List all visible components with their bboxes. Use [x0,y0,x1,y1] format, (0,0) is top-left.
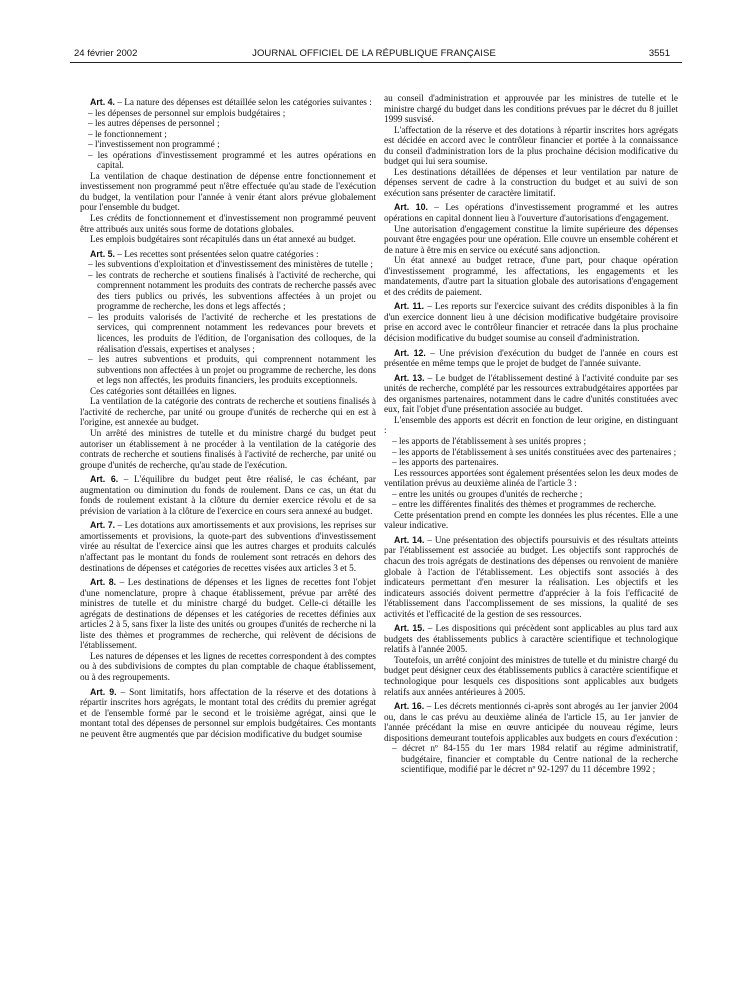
paragraph: Une autorisation d'engagement constitue la limite supérieure des dépenses pouvant être engagées pour une opération. Elle couvre un ensemble cohérent et de nature à être mis en service ou exécuté sans adjonction. [384,224,678,256]
article-label: Art. 14. [394,534,425,545]
list-item: – les apports des partenaires. [384,458,678,469]
page-number: 3551 [648,48,670,59]
article-label: Art. 15. [394,623,425,634]
article-11: Art. 11. – Les reports sur l'exercice suivant des crédits disponibles à la fin d'un exercice donnent lieu à une décision modificative budgétaire provisoire prise en accord avec le contrôleur financier et retracée dans la plus prochaine décision modificative du budget soumise au conseil d'administration. [384,301,678,345]
article-14: Art. 14. – Une présentation des objectifs poursuivis et des résultats atteints par l'établissement est associée au budget. Les objectifs sont rapprochés de chacun des trois agrégats de destinations des dépenses ou renvoient de manière globale à l'action de l'établissement. Les objectifs sont associés à des indicateurs permettant d'en mesurer la réalisation. Les objectifs et les indicateurs associés doivent permettre d'apprécier à la fois l'efficacité de l'établissement dans l'accomplissement de ses missions, la qualité de ses activités et l'efficacité de la gestion de ses ressources. [384,534,678,620]
paragraph: Un arrêté des ministres de tutelle et du ministre chargé du budget peut autoriser un établissement à ne procéder à la ventilation de la catégorie des contrats de recherche et soutiens finalisés à l'activité de recherche, par unité ou groupe d'unités de recherche, qu'au stade de l'exécution. [80,428,376,471]
right-column [384,94,678,776]
article-6: Art. 6. – L'équilibre du budget peut être réalisé, le cas échéant, par augmentation ou diminution du fonds de roulement. Dans ce cas, un état du fonds de roulement existant à la clôture du dernier exercice révolu et de sa prévision de variation à la clôture de l'exercice en cours sera annexé au budget. [80,474,376,517]
list-item: – les apports de l'établissement à ses unités constituées avec des partenaires ; [384,448,678,459]
article-label: Art. 16. [394,701,425,712]
contributions-list [384,437,678,469]
article-5-intro: Art. 5. – Les recettes sont présentées selon quatre catégories : [90,248,319,260]
article-label: Art. 7. [90,520,116,531]
list-item: – les produits valorisés de l'activité de recherche et les prestations de services, qui comprennent notamment les redevances pour brevets et licences, les produits de l'édition, de l'organisation des colloques, de la réalisation d'essais, expertises et analyses ; [80,313,376,355]
list-item: – entre les unités ou groupes d'unités de recherche ; [384,490,678,501]
list-item: – décret nº 84-155 du 1er mars 1984 relatif au régime administratif, budgétaire, financier et comptable du Centre national de la recherche scientifique, modifié par le décret nº 92-1297 du 11 décembre 1992 ; [384,744,678,776]
paragraph: Toutefois, un arrêté conjoint des ministres de tutelle et du ministre chargé du budget peut désigner ceux des établissements publics à caractère scientifique et technologique pour lesquels ces dispositions sont applicables aux budgets relatifs aux années antérieures à 2005. [384,655,678,698]
article-label: Art. 9. [90,686,117,697]
paragraph: Les destinations détaillées de dépenses et leur ventilation par nature de dépenses servent de cadre à la construction du budget et au suivi de son exécution sans présenter de caractère limitatif. [384,167,678,199]
article-label: Art. 6. [90,474,119,485]
paragraph: au conseil d'administration et approuvée par les ministres de tutelle et le ministre chargé du budget dans les conditions prévues par le décret du 8 juillet 1999 susvisé. [384,94,678,126]
article-7: Art. 7. – Les dotations aux amortissements et aux provisions, les reprises sur amortissements et provisions, la quote-part des subventions d'investissement virée au résultat de l'exercice ainsi que les autres charges et produits calculés n'affectant pas le montant du fonds de roulement sont retracés en dehors des destinations de dépenses et catégories de recettes visées aux articles 3 et 5. [80,520,376,574]
paragraph: Les emplois budgétaires sont récapitulés dans un état annexé au budget. [90,235,356,246]
article-label: Art. 11. [394,301,425,312]
list-item: – l'investissement non programmé ; [80,140,376,151]
paragraph: Les ressources apportées sont également présentées selon les deux modes de ventilation prévus au deuxième alinéa de l'article 3 : [384,468,678,490]
paragraph: La ventilation de la catégorie des contrats de recherche et soutiens finalisés à l'activité de recherche, par unité ou groupe d'unités de recherche qui en est à l'origine, est annexée au budget. [80,397,376,429]
list-item: – les dépenses de personnel sur emplois budgétaires ; [80,109,376,120]
list-item: – les opérations d'investissement programmé et les autres opérations en capital. [80,151,376,172]
article-10: Art. 10. – Les opérations d'investissement programmé et les autres opérations en capital donnent lieu à l'ouverture d'autorisations d'engagement. [384,202,678,225]
article-4-intro: Art. 4. – La nature des dépenses est détaillée selon les catégories suivantes : [90,97,372,108]
article-label: Art. 13. [394,372,425,383]
article-label: Art. 8. [90,577,117,588]
article-8: Art. 8. – Les destinations de dépenses et les lignes de recettes font l'objet d'une nomenclature, propre à chaque établissement, prévue par arrêté des ministres de tutelle et du ministre chargé du budget. Celle-ci détaille les agrégats de destinations de dépenses et les catégories de recettes définies aux articles 2 à 5, sans fixer la liste des unités ou groupes d'unités de recherche ni la liste des thèmes et programmes de recherche, qui relèvent de décisions de l'établissement. [80,577,376,652]
paragraph: Les crédits de fonctionnement et d'investissement non programmé peuvent être attribués aux unités sous forme de dotations globales. [80,214,376,235]
list-item: – entre les différentes finalités des thèmes et programmes de recherche. [384,500,678,511]
article-label: Art. 5. [90,248,115,259]
header-date: 24 février 2002 [74,48,138,59]
running-header [0,48,748,62]
header-rule [70,62,682,63]
paragraph: Ces catégories sont détaillées en lignes. [90,386,237,397]
paragraph: Cette présentation prend en compte les données les plus récentes. Elle a une valeur indicative. [384,510,678,532]
header-title: JOURNAL OFFICIEL DE LA RÉPUBLIQUE FRANÇAISE [252,48,496,59]
article-label: Art. 12. [394,347,426,358]
list-item: – le fonctionnement ; [80,130,376,141]
paragraph: Les natures de dépenses et les lignes de recettes correspondent à des comptes ou à des subdivisions de comptes du plan comptable de chaque établissement, ou à des regroupements. [80,651,376,683]
article-13: Art. 13. – Le budget de l'établissement destiné à l'activité conduite par ses unités de recherche, complété par les ressources extrabudgétaires apportées par des organismes partenaires, notamment dans le cadre d'unités constituées avec eux, fait l'objet d'une présentation associée au budget. [384,372,678,416]
list-item: – les contrats de recherche et soutiens finalisés à l'activité de recherche, qui comprennent notamment les produits des contrats de recherche passés avec des tiers publics ou privés, les subventions affectées à un projet ou programme de recherche, les dons et legs affectés ; [80,271,376,313]
paragraph: La ventilation de chaque destination de dépense entre fonctionnement et investissement non programmé peut n'être effectuée qu'au stade de l'exécution du budget, la ventilation pour l'année à venir étant alors prévue globalement pour l'ensemble du budget. [80,171,376,214]
article-12: Art. 12. – Une prévision d'exécution du budget de l'année en cours est présentée en même temps que le projet de budget de l'année suivante. [384,347,678,370]
left-column [80,94,376,740]
list-item: – les autres subventions et produits, qui comprennent notamment les subventions non affectées à un projet ou programme de recherche, les dons et legs non affectés, les produits financiers, les produits exceptionnels. [80,355,376,387]
article-15: Art. 15. – Les dispositions qui précèdent sont applicables au plus tard aux budgets des établissements publics à caractère scientifique et technologique relatifs à l'année 2005. [384,623,678,656]
paragraph: Un état annexé au budget retrace, d'une part, pour chaque opération d'investissement programmé, les affectations, les engagements et les mandatements, d'autre part la situation globale des autorisations d'engagement et des crédits de paiement. [384,256,678,298]
ventilation-list [384,490,678,511]
article-9: Art. 9. – Sont limitatifs, hors affectation de la réserve et des dotations à répartir inscrites hors agrégats, le montant total des crédits du premier agrégat et de l'ensemble formé par le second et le troisième agrégat, ainsi que le montant total des dépenses de personnel sur emplois budgétaires. Ces montants ne peuvent être augmentés que par décision modificative du budget soumise [80,686,376,740]
paragraph: L'affectation de la réserve et des dotations à répartir inscrites hors agrégats est décidée en accord avec le contrôleur financier et portée à la connaissance du conseil d'administration lors de la plus prochaine décision modificative du budget qui lui sera soumise. [384,125,678,168]
repealed-decrees-list [384,744,678,776]
article-16: Art. 16. – Les décrets mentionnés ci-après sont abrogés au 1er janvier 2004 ou, dans le cas prévu au deuxième alinéa de l'article 15, au 1er janvier de l'année précédant la mise en œuvre anticipée du nouveau régime, leurs dispositions demeurant toutefois applicables aux budgets en cours d'exécution : [384,701,679,744]
article-label: Art. 10. [394,202,428,213]
revenue-categories-list [80,260,376,387]
list-item: – les apports de l'établissement à ses unités propres ; [384,437,678,448]
expense-categories-list [80,109,376,172]
article-label: Art. 4. [90,97,115,107]
list-item: – les autres dépenses de personnel ; [80,119,376,130]
list-item: – les subventions d'exploitation et d'investissement des ministères de tutelle ; [80,260,376,271]
paragraph: L'ensemble des apports est décrit en fonction de leur origine, en distinguant : [384,415,678,437]
